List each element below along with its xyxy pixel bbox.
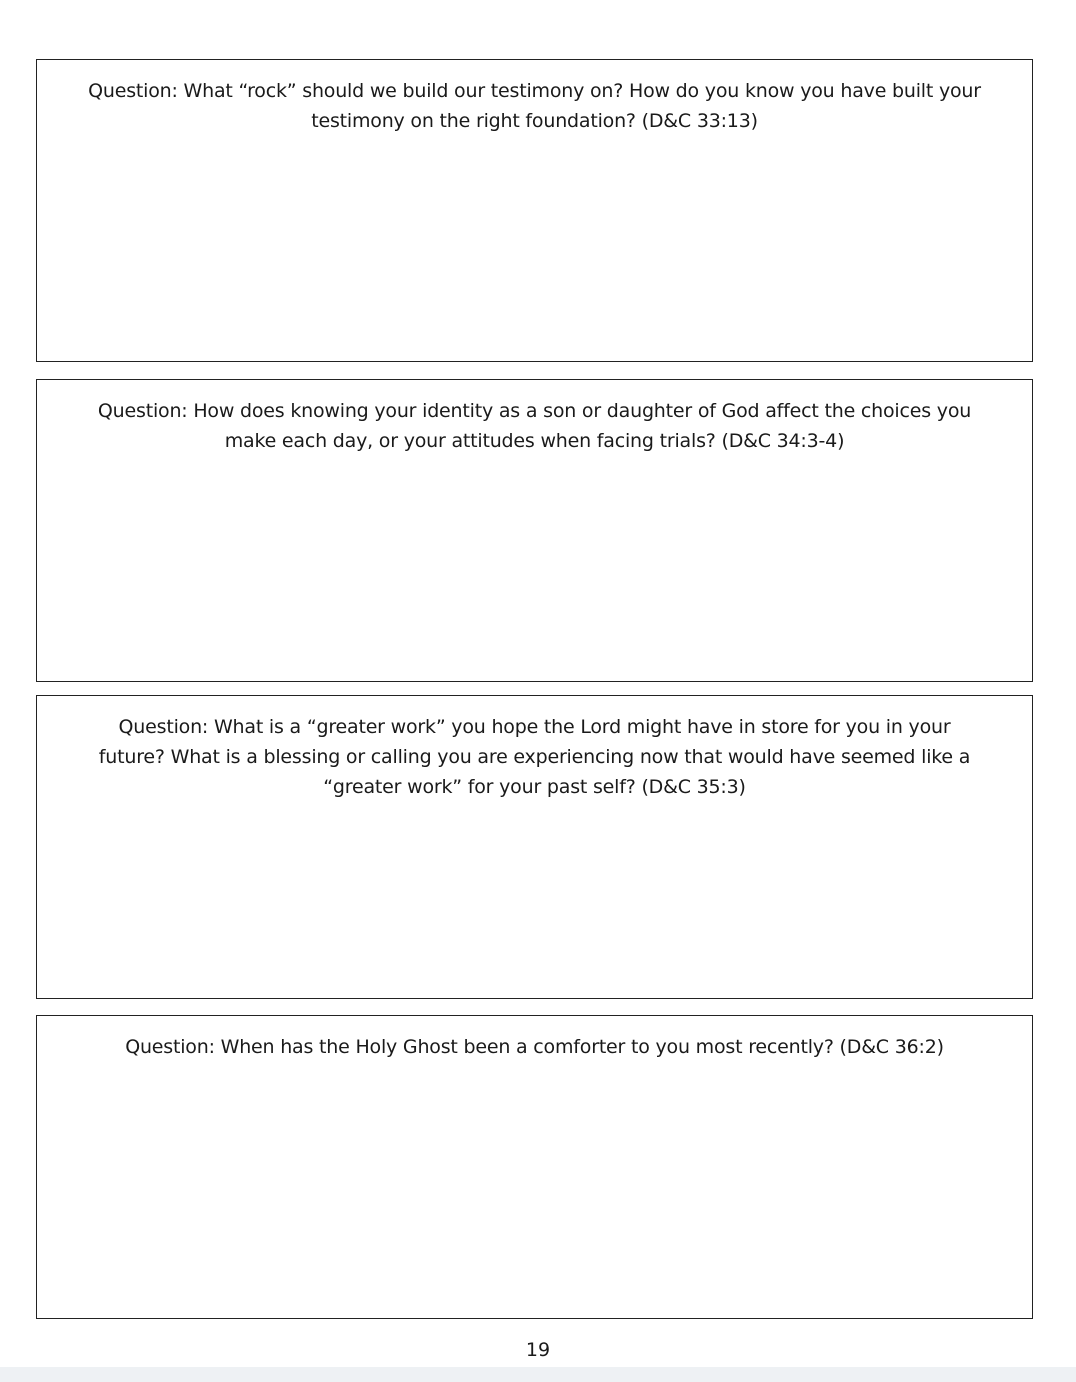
answer-area-1[interactable] [37, 170, 1032, 361]
answer-area-4[interactable] [37, 1126, 1032, 1318]
page-number: 19 [525, 1339, 551, 1361]
question-box-4 [36, 1015, 1033, 1319]
question-box-2 [36, 379, 1033, 682]
viewer-bottom-strip [0, 1367, 1076, 1382]
question-text-2: Question: How does knowing your identity as a son or daughter of God affect the choices you make each day, or your attitudes when facing trials? (D&C 34:3-4) [97, 400, 972, 452]
question-box-3 [36, 695, 1033, 999]
answer-area-3[interactable] [37, 806, 1032, 998]
question-text-3: Question: What is a “greater work” you hope the Lord might have in store for you in your future? What is a blessing or calling you are experiencing now that would have seemed like a “greater work” for your past self? (D&C 35:3) [98, 716, 971, 798]
question-text-1: Question: What “rock” should we build our testimony on? How do you know you have built your testimony on the right foundation? (D&C 33:13) [88, 80, 981, 132]
answer-area-2[interactable] [37, 490, 1032, 681]
question-box-1 [36, 59, 1033, 362]
question-text-4: Question: When has the Holy Ghost been a comforter to you most recently? (D&C 36:2) [125, 1036, 944, 1058]
